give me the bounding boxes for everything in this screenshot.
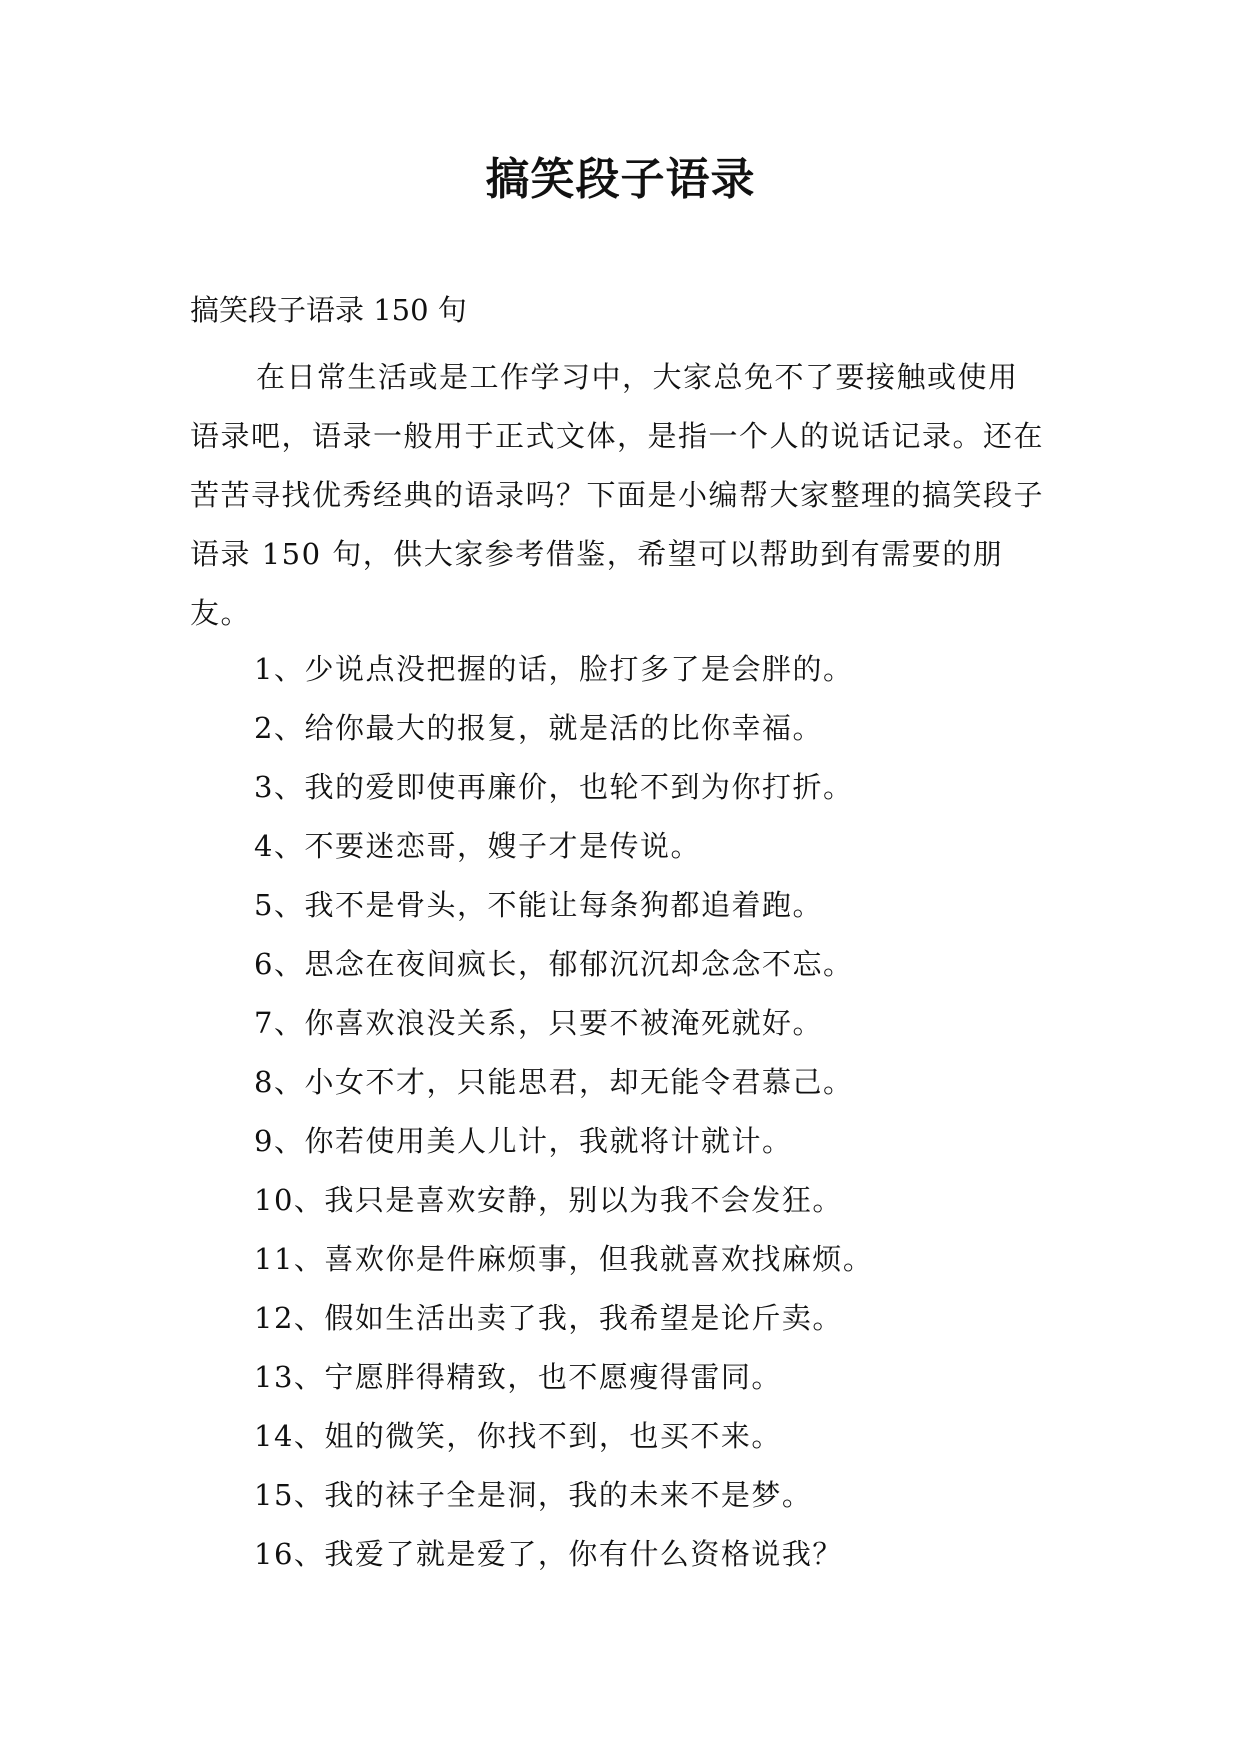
quote-item: 16、我爱了就是爱了，你有什么资格说我？ [254, 1537, 843, 1571]
quote-item: 3、我的爱即使再廉价，也轮不到为你打折。 [254, 770, 854, 804]
quote-item: 13、宁愿胖得精致，也不愿瘦得雷同。 [254, 1360, 782, 1394]
quote-item: 7、你喜欢浪没关系，只要不被淹死就好。 [254, 1006, 823, 1040]
quote-item: 15、我的袜子全是洞，我的未来不是梦。 [254, 1478, 813, 1512]
quote-item: 11、喜欢你是件麻烦事，但我就喜欢找麻烦。 [254, 1242, 874, 1276]
quote-item: 8、小女不才，只能思君，却无能令君慕己。 [254, 1065, 854, 1099]
quote-item: 4、不要迷恋哥，嫂子才是传说。 [254, 829, 701, 863]
quote-list [254, 640, 873, 1584]
quote-item: 14、姐的微笑，你找不到，也买不来。 [254, 1419, 782, 1453]
quote-item: 5、我不是骨头，不能让每条狗都追着跑。 [254, 888, 823, 922]
quote-item: 9、你若使用美人儿计，我就将计就计。 [254, 1124, 793, 1158]
quote-item: 10、我只是喜欢安静，别以为我不会发狂。 [254, 1183, 843, 1217]
quote-item: 1、少说点没把握的话，脸打多了是会胖的。 [254, 652, 854, 686]
document-subtitle: 搞笑段子语录 150 句 [190, 293, 467, 327]
quote-item: 12、假如生活出卖了我，我希望是论斤卖。 [254, 1301, 843, 1335]
intro-paragraph: 在日常生活或是工作学习中，大家总免不了要接触或使用语录吧，语录一般用于正式文体，是指一个人的说话记录。还在苦苦寻找优秀经典的语录吗？下面是小编帮大家整理的搞笑段子语录 150 句，供大家参考借鉴，希望可以帮助到有需要的朋友。 [190, 360, 1045, 630]
quote-item: 6、思念在夜间疯长，郁郁沉沉却念念不忘。 [254, 947, 854, 981]
document-title: 搞笑段子语录 [485, 154, 756, 205]
quote-item: 2、给你最大的报复，就是活的比你幸福。 [254, 711, 823, 745]
